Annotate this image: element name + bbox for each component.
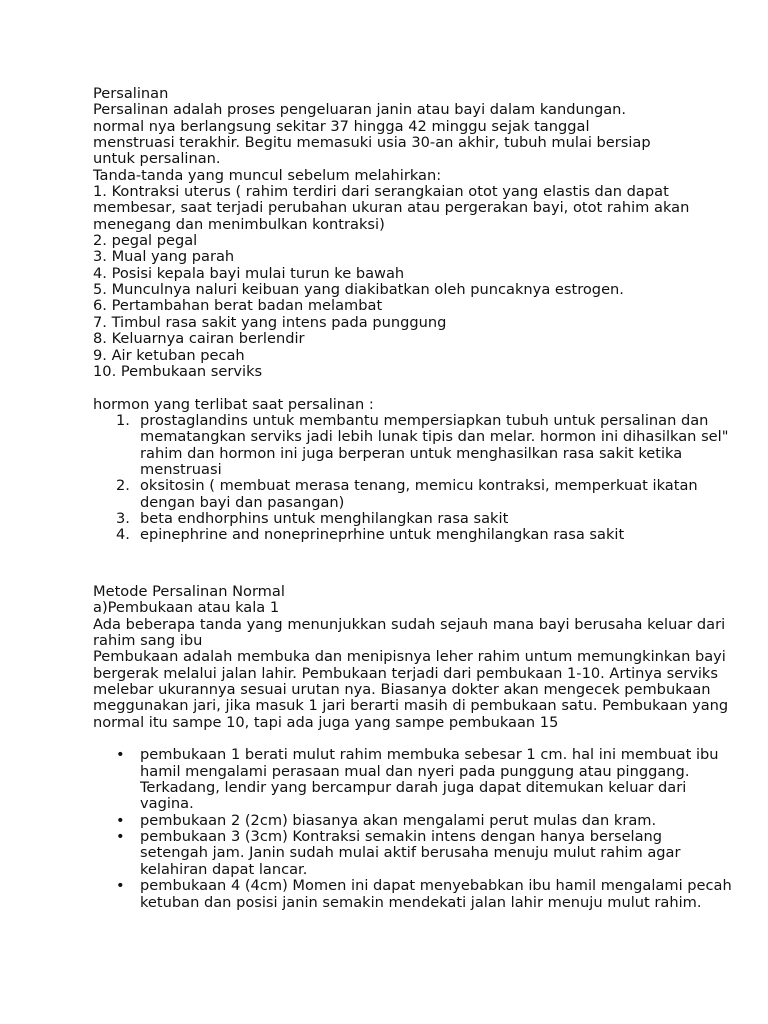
bullet-icon: • <box>116 746 125 764</box>
intro-paragraph <box>93 102 733 167</box>
hormones-list <box>93 413 733 544</box>
sign-item: 8. Keluarnya cairan berlendir <box>93 330 305 348</box>
hormones-heading: hormon yang terlibat saat persalinan : <box>93 395 374 413</box>
sign-item: 7. Timbul rasa sakit yang intens pada punggung <box>93 313 447 331</box>
sign-item: 4. Posisi kepala bayi mulai turun ke bawah <box>93 264 405 282</box>
sign-item: 2. pegal pegal <box>93 232 198 250</box>
spacer <box>93 731 733 747</box>
hormone-text: oksitosin ( membuat merasa tenang, memicu kontraksi, memperkuat ikatan dengan bayi dan pasangan) <box>140 477 698 511</box>
spacer <box>93 380 733 396</box>
opening-text: pembukaan 3 (3cm) Kontraksi semakin intens dengan hanya berselang setengah jam. Janin sudah mulai aktif berusaha menuju mulut rahim agar kelahiran dapat lancar. <box>140 828 681 878</box>
bullet-icon: • <box>116 811 125 829</box>
sign-item: 1. Kontraksi uterus ( rahim terdiri dari serangkaian otot yang elastis dan dapat membesar, saat terjadi perubahan ukuran atau pergerakan bayi, otot rahim akan menegang dan menimbulkan kontraksi) <box>93 183 694 233</box>
stage-paragraph: Ada beberapa tanda yang menunjukkan sudah sejauh mana bayi berusaha keluar dari rahim sang ibu <box>93 615 730 649</box>
list-number: 3. <box>116 509 130 527</box>
sign-item: 3. Mual yang parah <box>93 248 235 266</box>
opening-text: pembukaan 2 (2cm) biasanya akan mengalami perut mulas dan kram. <box>140 811 657 829</box>
hormone-item <box>93 478 733 511</box>
signs-list <box>93 184 733 380</box>
sign-item: 10. Pembukaan serviks <box>93 362 263 380</box>
opening-text: pembukaan 4 (4cm) Momen ini dapat menyebabkan ibu hamil mengalami pecah ketuban dan posisi janin semakin mendekati jalan lahir menuju mulut rahim. <box>140 877 732 911</box>
opening-text: pembukaan 1 berati mulut rahim membuka sebesar 1 cm. hal ini membuat ibu hamil mengalami perasaan mual dan nyeri pada punggung atau pinggang. Terkadang, lendir yang bercampur darah juga dapat ditemukan keluar dari vagina. <box>140 746 719 813</box>
hormone-item <box>93 413 733 478</box>
list-number: 2. <box>116 477 130 495</box>
hormone-text: prostaglandins untuk membantu mempersiapkan tubuh untuk persalinan dan mematangkan serviks jadi lebih lunak tipis dan melar. hormon ini dihasilkan sel" rahim dan hormon ini juga berperan untuk menghasilkan rasa sakit ketika menstruasi <box>140 411 729 478</box>
bullet-icon: • <box>116 877 125 895</box>
intro-line: untuk persalinan. <box>93 150 221 168</box>
opening-item <box>93 878 733 911</box>
intro-line: menstruasi terakhir. Begitu memasuki usia 30-an akhir, tubuh mulai bersiap <box>93 134 651 152</box>
opening-item <box>93 829 733 878</box>
spacer <box>93 568 733 584</box>
sign-item: 9. Air ketuban pecah <box>93 346 245 364</box>
sign-item: 6. Pertambahan berat badan melambat <box>93 297 383 315</box>
spacer <box>93 544 733 568</box>
hormone-text: beta endhorphins untuk menghilangkan rasa sakit <box>140 509 509 527</box>
document-page <box>93 86 733 911</box>
bullet-icon: • <box>116 828 125 846</box>
stage-heading: a)Pembukaan atau kala 1 <box>93 599 280 617</box>
intro-line: normal nya berlangsung sekitar 37 hingga 42 minggu sejak tanggal <box>93 117 590 135</box>
document-title: Persalinan <box>93 85 169 102</box>
hormone-item <box>93 527 733 543</box>
stage-paragraph: Pembukaan adalah membuka dan menipisnya leher rahim untum memungkinkan bayi bergerak melalui jalan lahir. Pembukaan terjadi dari pembukaan 1-10. Artinya serviks melebar ukurannya sesuai urutan nya. Biasanya dokter akan mengecek pembukaan meggunakan jari, jika masuk 1 jari berarti masih di pembukaan satu. Pembukaan yang normal itu sampe 10, tapi ada juga yang sampe pembukaan 15 <box>93 648 733 731</box>
opening-item <box>93 747 733 812</box>
opening-item <box>93 813 733 829</box>
openings-list <box>93 747 733 910</box>
list-number: 1. <box>116 411 130 429</box>
method-heading: Metode Persalinan Normal <box>93 582 285 600</box>
signs-heading: Tanda-tanda yang muncul sebelum melahirkan: <box>93 166 442 184</box>
sign-item: 5. Munculnya naluri keibuan yang diakibatkan oleh puncaknya estrogen. <box>93 281 624 299</box>
hormone-text: epinephrine and noneprineprhine untuk menghilangkan rasa sakit <box>140 526 625 544</box>
hormone-item <box>93 511 733 527</box>
intro-line: Persalinan adalah proses pengeluaran janin atau bayi dalam kandungan. <box>93 101 627 119</box>
list-number: 4. <box>116 526 130 544</box>
